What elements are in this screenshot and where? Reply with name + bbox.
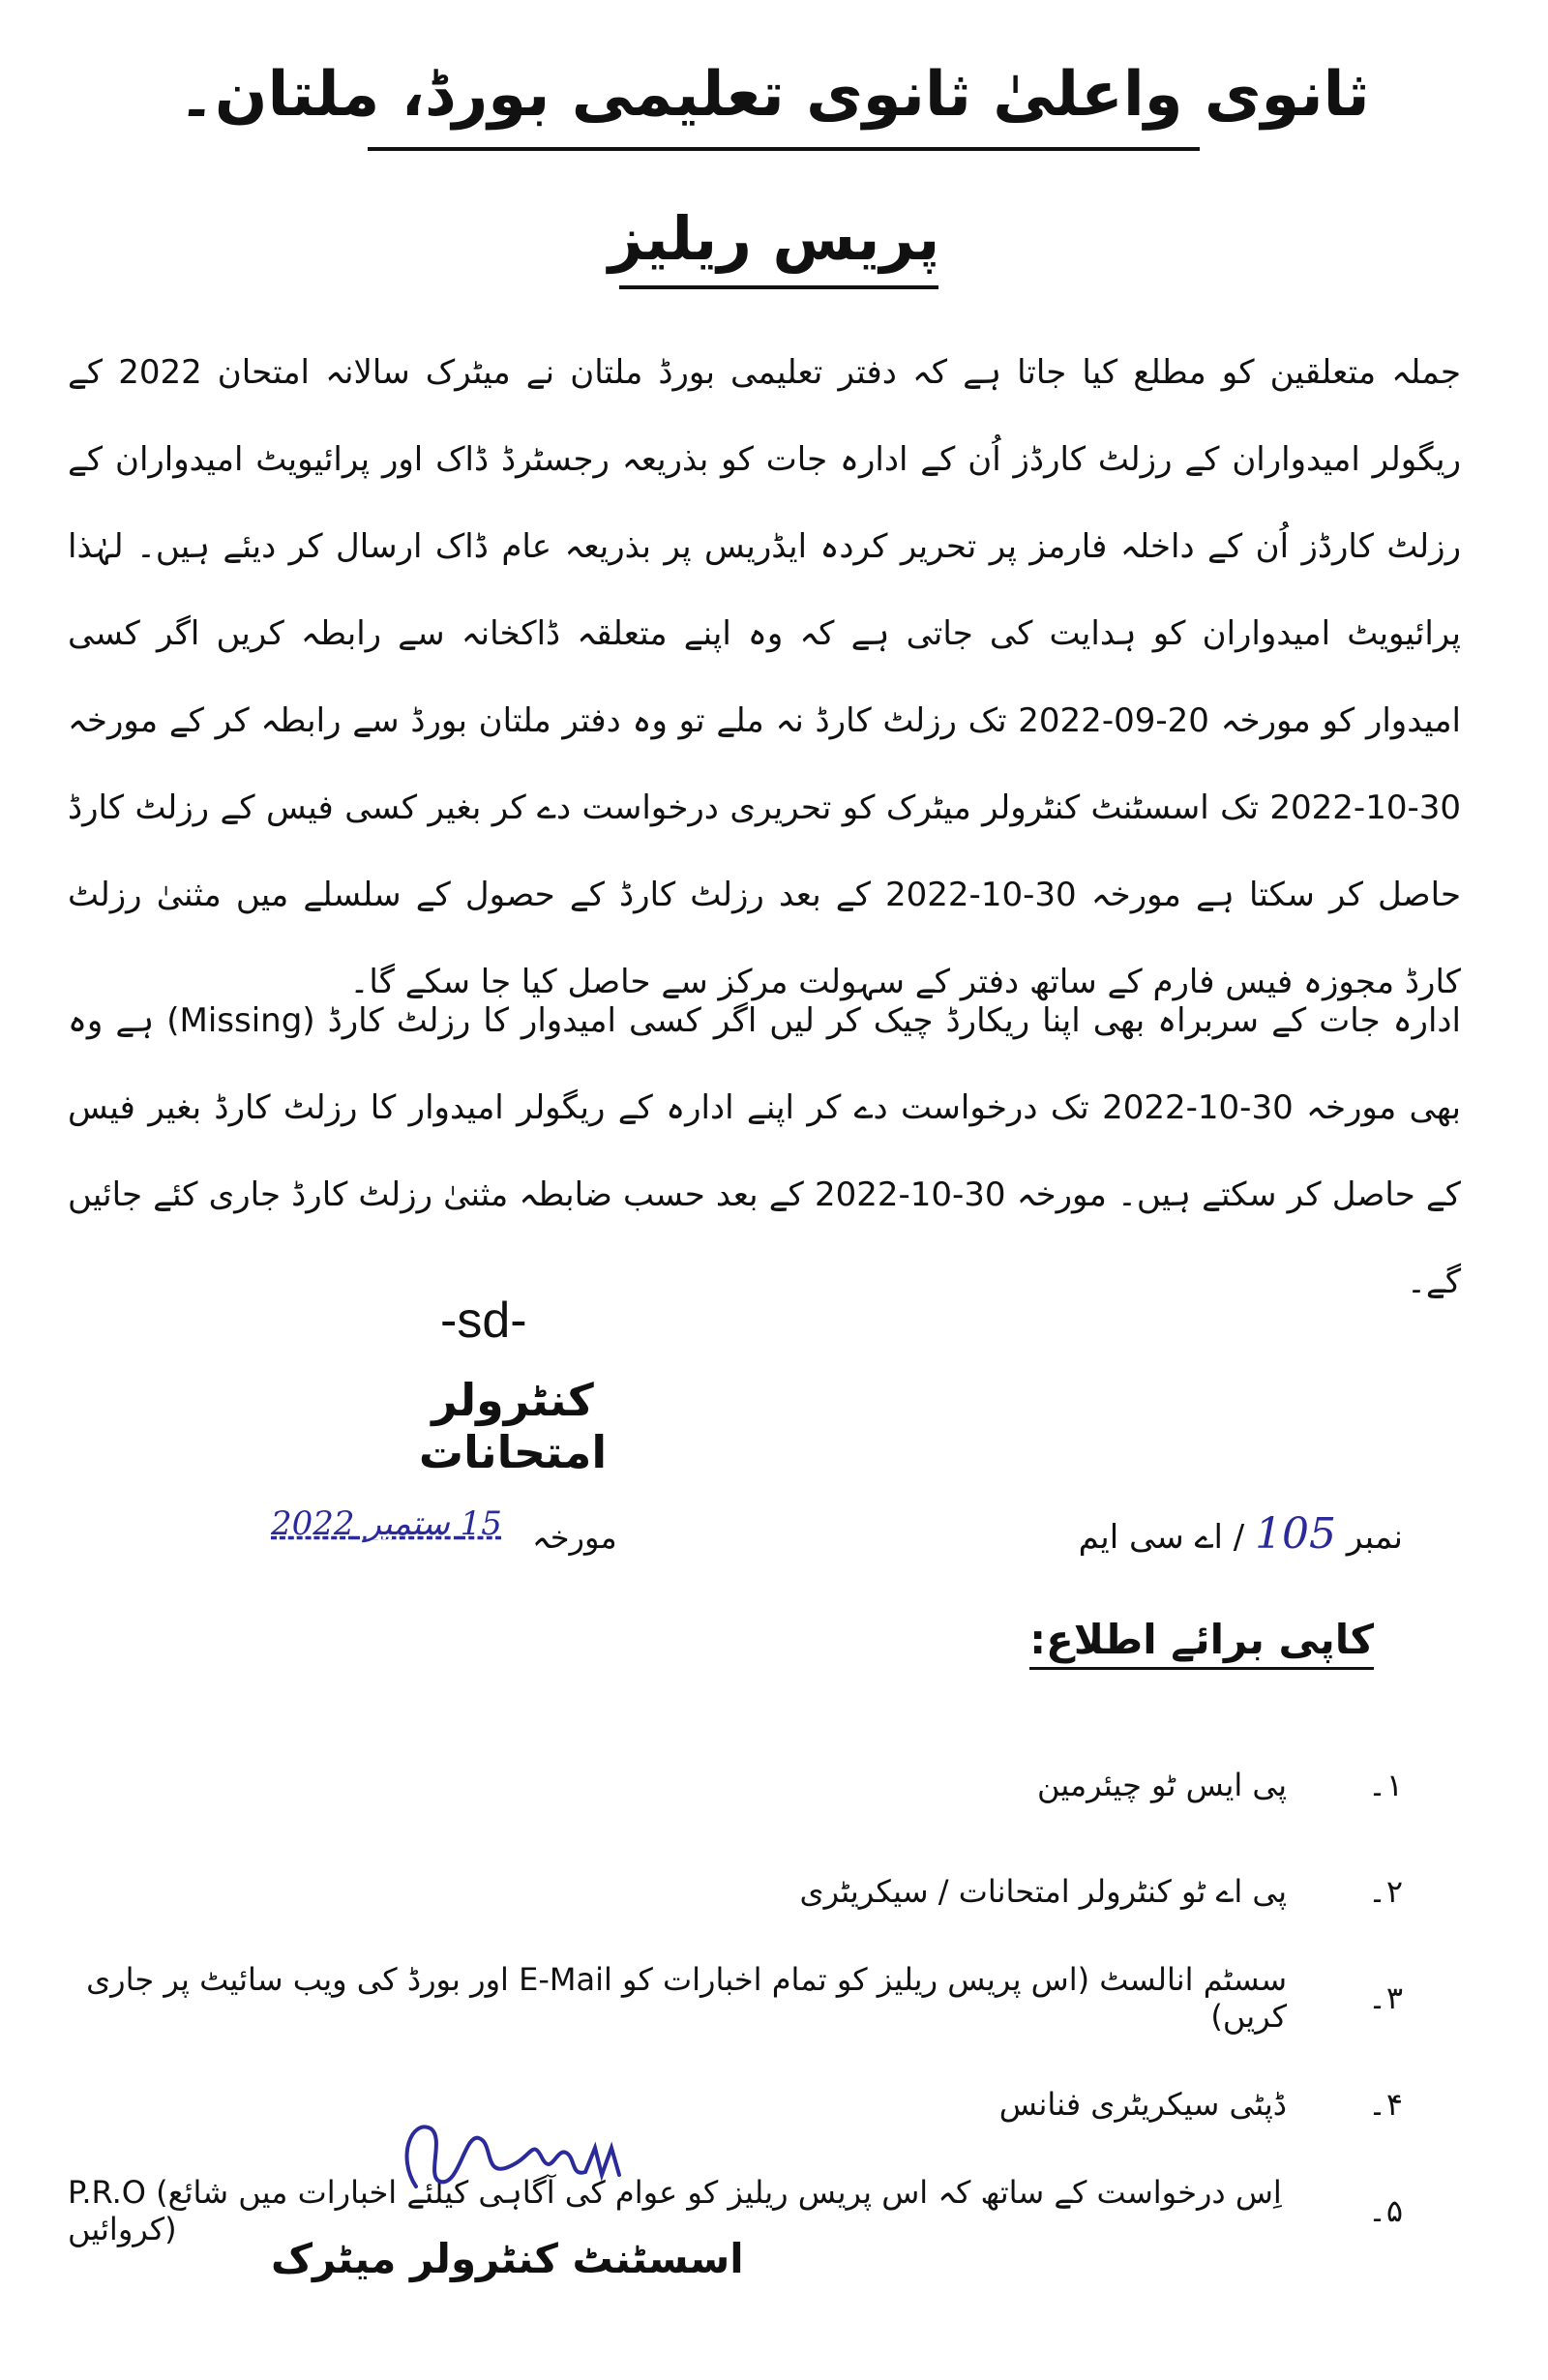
date-label: مورخہ	[532, 1519, 617, 1556]
list-item-text: ڈپٹی سیکریٹری فنانس	[998, 2086, 1287, 2123]
controller-designation: کنٹرولر امتحانات	[418, 1374, 608, 1478]
list-item-text: پی ایس ٹو چیئرمین	[1036, 1767, 1287, 1803]
number-label: نمبر	[1346, 1518, 1403, 1557]
document-title: ثانوی واعلیٰ ثانوی تعلیمی بورڈ، ملتان۔	[178, 59, 1370, 131]
paragraph-2: ادارہ جات کے سربراہ بھی اپنا ریکارڈ چیک کر لیں اگر کسی امیدوار کا رزلٹ کارڈ (Missing) ہے وہ بھی مورخہ 30-10-2022 تک درخواست دے کر اپنے ادارہ کے ریگولر امیدوار کا رزلٹ کارڈ بغیر فیس کے حاصل کر سکتے ہیں۔ مورخہ 30-10-2022 کے بعد حسب ضابطہ مثنیٰ رزلٹ کارڈ جاری کئے جائیں گے۔	[68, 1001, 1461, 1301]
list-item	[68, 1732, 1403, 1838]
copy-heading: کاپی برائے اطلاع:	[1029, 1616, 1374, 1670]
list-item	[68, 2051, 1403, 2157]
number-suffix: / اے سی ایم	[1078, 1518, 1245, 1557]
list-item	[68, 1945, 1403, 2051]
list-item-number: ۱۔	[1368, 1767, 1403, 1803]
handwritten-signature	[387, 2099, 658, 2206]
list-item-text: P.R.O (اِس درخواست کے ساتھ کہ اس پریس ریلیز کو عوام کی آگاہی کیلئے اخبارات میں شائع کروائیں)	[68, 2174, 1282, 2247]
list-item-number: ۳۔	[1368, 1979, 1403, 2016]
handwritten-number: 105	[1255, 1509, 1337, 1559]
list-item-number: ۲۔	[1368, 1873, 1403, 1910]
handwritten-date: 15 ستمبر 2022	[271, 1504, 502, 1543]
distribution-list	[68, 1732, 1403, 2264]
reference-number	[1079, 1509, 1403, 1559]
list-item	[68, 1838, 1403, 1945]
paragraph-1: جملہ متعلقین کو مطلع کیا جاتا ہے کہ دفتر تعلیمی بورڈ ملتان نے میٹرک سالانہ امتحان 2022 کے ریگولر امیدواران کے رزلٹ کارڈز اُن کے ادارہ جات کو بذریعہ رجسٹرڈ ڈاک اور پرائیویٹ امیدواران کے رزلٹ کارڈز اُن کے داخلہ فارمز پر تحریر کردہ ایڈریس پر بذریعہ عام ڈاک ارسال کر دیئے ہیں۔ لہٰذا پرائیویٹ امیدواران کو ہدایت کی جاتی ہے کہ وہ اپنے متعلقہ ڈاکخانہ سے رابطہ کریں اگر کسی امیدوار کو مورخہ 20-09-2022 تک رزلٹ کارڈ نہ ملے تو وہ دفتر ملتان بورڈ سے رابطہ کر کے مورخہ 30-10-2022 تک اسسٹنٹ کنٹرولر میٹرک کو تحریری درخواست دے کر بغیر کسی فیس کے رزلٹ کارڈ حاصل کر سکتا ہے مورخہ 30-10-2022 کے بعد رزلٹ کارڈ کے حصول کے سلسلے میں مثنیٰ رزلٹ کارڈ مجوزہ فیس فارم کے ساتھ دفتر کے سہولت مرکز سے حاصل کیا جا سکے گا۔	[68, 353, 1462, 1001]
list-item-number: ۵۔	[1368, 2192, 1403, 2229]
sd-mark: -sd-	[440, 1293, 527, 1349]
subtitle-underline	[619, 285, 938, 289]
list-item-text: سسٹم انالسٹ (اس پریس ریلیز کو تمام اخبارات کو E-Mail اور بورڈ کی ویب سائیٹ پر جاری کریں)	[86, 1961, 1287, 2035]
assistant-controller: اسسٹنٹ کنٹرولر میٹرک	[271, 2235, 744, 2282]
list-item-text: پی اے ٹو کنٹرولر امتحانات / سیکریٹری	[799, 1873, 1287, 1910]
title-underline	[368, 147, 1200, 151]
document-subtitle: پریس ریلیز	[608, 203, 940, 274]
list-item-number: ۴۔	[1368, 2086, 1403, 2123]
